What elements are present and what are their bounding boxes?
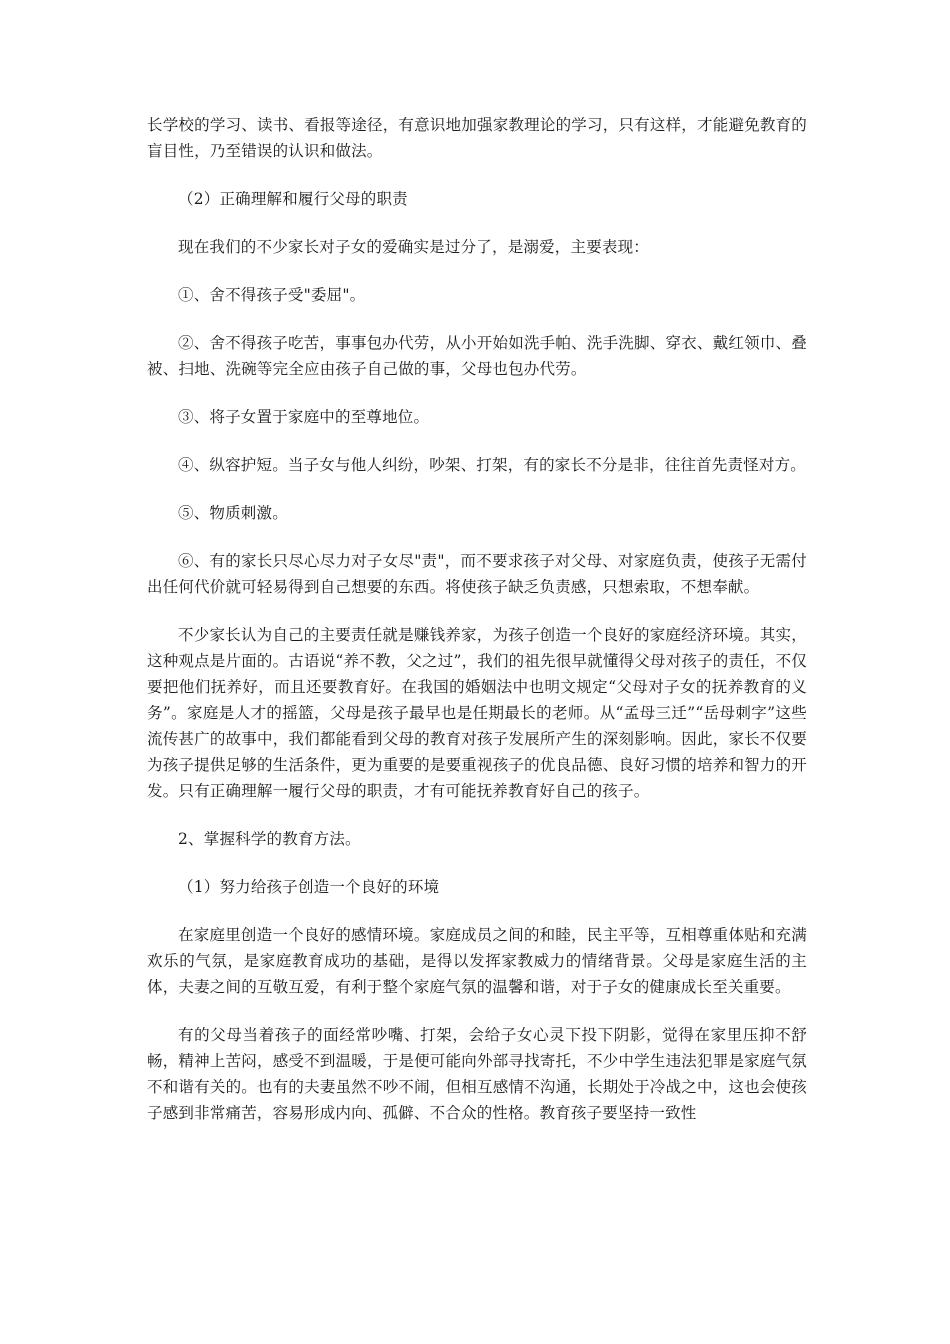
subheading-fulfill-parental-duties: （2）正确理解和履行父母的职责 xyxy=(178,190,408,208)
document-body xyxy=(147,112,807,1148)
list-item-6: ⑥、有的家长只尽心尽力对子女尽"责"，而不要求孩子对父母、对家庭负责，使孩子无需付出任何代价就可轻易得到自己想要的东西。将使孩子缺乏负责感，只想索取，不想奉献。 xyxy=(147,552,807,596)
list-item-2: ②、舍不得孩子吃苦，事事包办代劳，从小开始如洗手帕、洗手洗脚、穿衣、戴红领巾、叠被、扫地、洗碗等完全应由孩子自己做的事，父母也包办代劳。 xyxy=(147,334,807,378)
paragraph-overindulgence-intro: 现在我们的不少家长对子女的爱确实是过分了，是溺爱，主要表现： xyxy=(178,238,650,256)
paragraph-continuation: 长学校的学习、读书、看报等途径，有意识地加强家教理论的学习，只有这样，才能避免教育的盲目性，乃至错误的认识和做法。 xyxy=(147,116,807,160)
list-item-4: ④、纵容护短。当子女与他人纠纷，吵架、打架，有的家长不分是非，往往首先责怪对方。 xyxy=(178,456,807,474)
paragraph-parental-responsibility: 不少家长认为自己的主要责任就是赚钱养家，为孩子创造一个良好的家庭经济环境。其实，这种观点是片面的。古语说“养不教，父之过”，我们的祖先很早就懂得父母对孩子的责任，不仅要把他们抚养好，而且还要教育好。在我国的婚姻法中也明文规定“父母对子女的抚养教育的义务”。家庭是人才的摇篮，父母是孩子最早也是任期最长的老师。从“孟母三迁”“岳母刺字”这些流传甚广的故事中，我们都能看到父母的教育对孩子发展所产生的深刻影响。因此，家长不仅要为孩子提供足够的生活条件，更为重要的是要重视孩子的优良品德、良好习惯的培养和智力的开发。只有正确理解一履行父母的职责，才有可能抚养教育好自己的孩子。 xyxy=(147,626,807,800)
paragraph-parents-quarrel: 有的父母当着孩子的面经常吵嘴、打架，会给子女心灵下投下阴影，觉得在家里压抑不舒畅，精神上苦闷，感受不到温暖，于是便可能向外部寻找寄托，不少中学生违法犯罪是家庭气氛不和谐有关的。也有的夫妻虽然不吵不闹，但相互感情不沟通，长期处于冷战之中，这也会使孩子感到非常痛苦，容易形成内向、孤僻、不合众的性格。教育孩子要坚持一致性 xyxy=(147,1026,807,1122)
section-heading-scientific-methods: 2、掌握科学的教育方法。 xyxy=(178,830,361,848)
paragraph-emotional-environment: 在家庭里创造一个良好的感情环境。家庭成员之间的和睦，民主平等，互相尊重体贴和充满欢乐的气氛，是家庭教育成功的基础，是得以发挥家教威力的情绪背景。父母是家庭生活的主体，夫妻之间的互敬互爱，有利于整个家庭气氛的温馨和谐，对于子女的健康成长至关重要。 xyxy=(147,926,807,996)
list-item-1: ①、舍不得孩子受"委屈"。 xyxy=(178,286,366,304)
list-item-5: ⑤、物质刺激。 xyxy=(178,504,288,522)
subheading-good-environment: （1）努力给孩子创造一个良好的环境 xyxy=(178,878,440,896)
list-item-3: ③、将子女置于家庭中的至尊地位。 xyxy=(178,408,430,426)
